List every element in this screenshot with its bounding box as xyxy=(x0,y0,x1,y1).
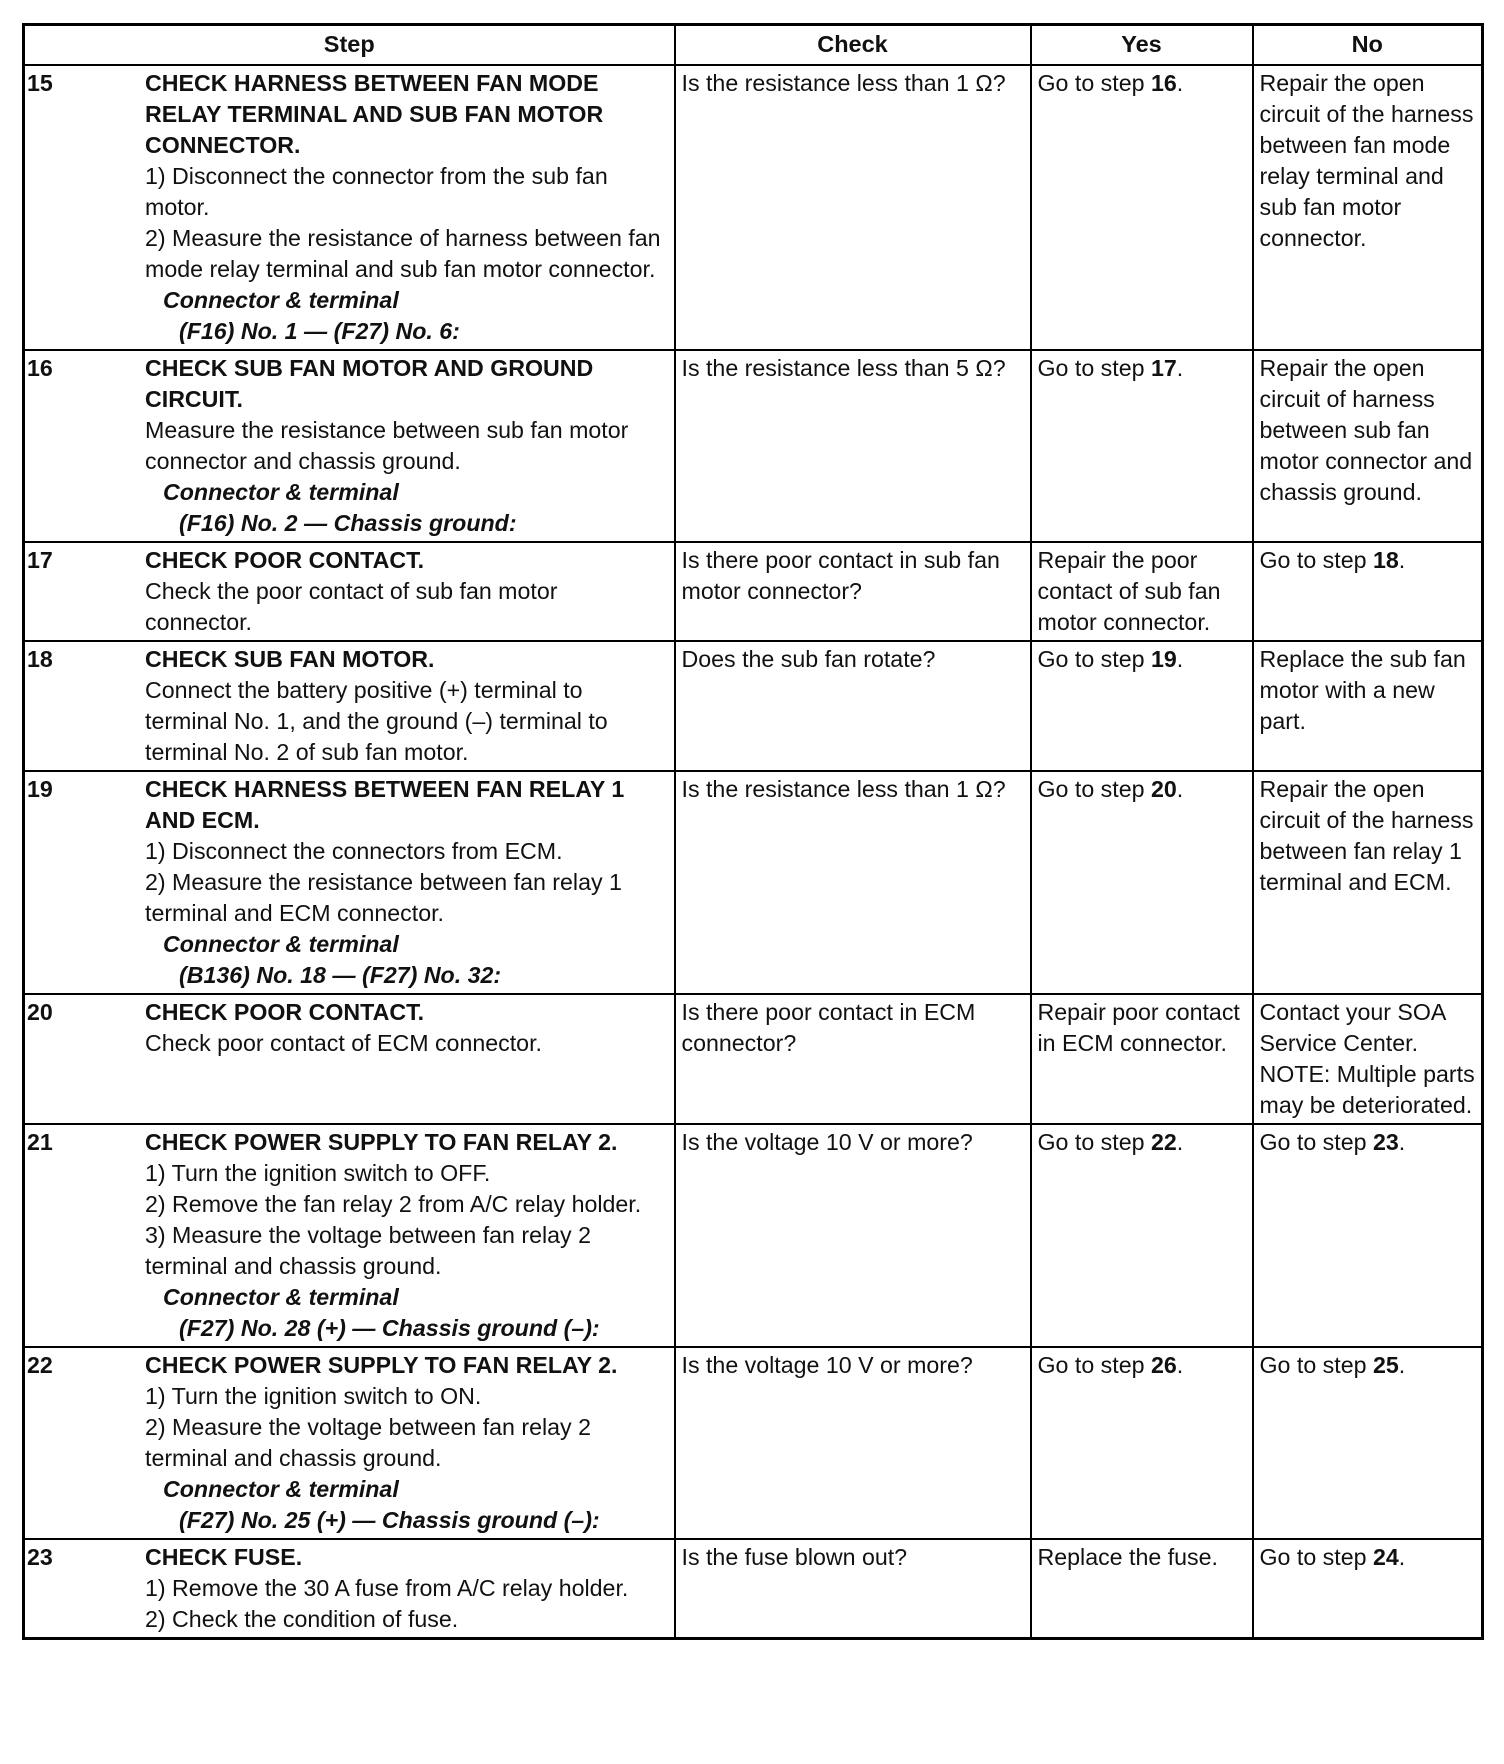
spec-value: (B136) No. 18 — (F27) No. 32: xyxy=(179,962,502,988)
instruction-line: 2) Measure the resistance of harness between fan mode relay terminal and sub fan motor connector. xyxy=(145,225,661,282)
no-text: Contact your SOA Service Center. NOTE: Multiple parts may be deteriorated. xyxy=(1259,999,1475,1118)
step-title: CHECK SUB FAN MOTOR. xyxy=(145,646,435,672)
diagnostic-table xyxy=(22,23,1484,1640)
table-row xyxy=(24,350,1483,542)
table-row xyxy=(24,65,1483,350)
check-text: Does the sub fan rotate? xyxy=(681,646,936,672)
step-body xyxy=(145,68,670,347)
step-number: 20 xyxy=(27,999,53,1025)
table-row xyxy=(24,542,1483,641)
instruction-line: 3) Measure the voltage between fan relay 2 terminal and chassis ground. xyxy=(145,1222,591,1279)
check-text: Is there poor contact in sub fan motor connector? xyxy=(681,547,1000,604)
table-body xyxy=(24,65,1483,1639)
spec-value: (F27) No. 25 (+) — Chassis ground (–): xyxy=(179,1507,600,1533)
step-wrap xyxy=(27,1350,670,1536)
no-text: Repair the open circuit of harness between sub fan motor connector and chassis ground. xyxy=(1259,355,1473,505)
step-wrap xyxy=(27,774,670,991)
step-cell xyxy=(24,771,675,994)
step-body xyxy=(145,353,670,539)
yes-step-ref: 26 xyxy=(1150,1352,1177,1378)
yes-cell xyxy=(1031,1124,1253,1347)
step-title: CHECK SUB FAN MOTOR AND GROUND CIRCUIT. xyxy=(145,355,594,412)
step-cell xyxy=(24,542,675,641)
yes-step-ref: 17 xyxy=(1150,355,1177,381)
check-cell xyxy=(675,1124,1031,1347)
step-wrap xyxy=(27,1542,670,1635)
step-body xyxy=(145,1542,670,1635)
header-row xyxy=(24,25,1483,66)
step-number: 17 xyxy=(27,547,53,573)
instruction-line: Check the poor contact of sub fan motor connector. xyxy=(145,578,558,635)
yes-step-ref: 22 xyxy=(1150,1129,1177,1155)
no-text: Repair the open circuit of the harness between fan mode relay terminal and sub fan motor connector. xyxy=(1259,70,1474,251)
no-cell xyxy=(1253,994,1483,1124)
no-cell xyxy=(1253,1124,1483,1347)
yes-suffix: . xyxy=(1176,1352,1184,1378)
step-instructions xyxy=(145,836,670,929)
yes-cell xyxy=(1031,641,1253,771)
step-cell xyxy=(24,641,675,771)
instruction-line: 2) Measure the voltage between fan relay 2 terminal and chassis ground. xyxy=(145,1414,591,1471)
step-number: 21 xyxy=(27,1129,53,1155)
instruction-line: 2) Remove the fan relay 2 from A/C relay holder. xyxy=(145,1191,642,1217)
step-instructions xyxy=(145,576,670,638)
instruction-line: 1) Turn the ignition switch to OFF. xyxy=(145,1160,491,1186)
spec-label: Connector & terminal xyxy=(163,287,399,313)
no-step-ref: 18 xyxy=(1372,547,1399,573)
spec-label: Connector & terminal xyxy=(163,1284,399,1310)
check-text: Is the resistance less than 1 Ω? xyxy=(681,70,1006,96)
check-cell xyxy=(675,1347,1031,1539)
yes-text: Go to step xyxy=(1037,355,1151,381)
step-wrap xyxy=(27,545,670,638)
yes-cell xyxy=(1031,65,1253,350)
check-text: Is the resistance less than 5 Ω? xyxy=(681,355,1006,381)
spec-value: (F16) No. 1 — (F27) No. 6: xyxy=(179,318,460,344)
no-step-ref: 24 xyxy=(1372,1544,1399,1570)
yes-suffix: . xyxy=(1176,70,1184,96)
check-cell xyxy=(675,994,1031,1124)
instruction-line: 1) Disconnect the connector from the sub fan motor. xyxy=(145,163,608,220)
check-cell xyxy=(675,65,1031,350)
header-no: No xyxy=(1253,25,1483,66)
yes-suffix: . xyxy=(1176,646,1184,672)
spec-label: Connector & terminal xyxy=(163,479,399,505)
step-title: CHECK POOR CONTACT. xyxy=(145,547,425,573)
yes-text: Go to step xyxy=(1037,1129,1151,1155)
step-number: 16 xyxy=(27,355,53,381)
step-wrap xyxy=(27,997,670,1059)
check-cell xyxy=(675,350,1031,542)
instruction-line: 2) Check the condition of fuse. xyxy=(145,1606,459,1632)
instruction-line: Check poor contact of ECM connector. xyxy=(145,1030,542,1056)
no-suffix: . xyxy=(1398,1129,1406,1155)
step-cell xyxy=(24,1124,675,1347)
no-suffix: . xyxy=(1398,547,1406,573)
no-cell xyxy=(1253,542,1483,641)
no-cell xyxy=(1253,1347,1483,1539)
step-cell xyxy=(24,350,675,542)
yes-text: Replace the fuse. xyxy=(1037,1544,1218,1570)
step-instructions xyxy=(145,1573,670,1635)
yes-text: Go to step xyxy=(1037,1352,1151,1378)
step-instructions xyxy=(145,1381,670,1474)
no-step-ref: 23 xyxy=(1372,1129,1399,1155)
no-cell xyxy=(1253,65,1483,350)
yes-cell xyxy=(1031,994,1253,1124)
step-body xyxy=(145,1350,670,1536)
instruction-line: Connect the battery positive (+) terminal to terminal No. 1, and the ground (–) terminal to terminal No. 2 of sub fan motor. xyxy=(145,677,608,765)
step-wrap xyxy=(27,353,670,539)
instruction-line: 2) Measure the resistance between fan relay 1 terminal and ECM connector. xyxy=(145,869,622,926)
yes-suffix: . xyxy=(1176,1129,1184,1155)
check-text: Is the fuse blown out? xyxy=(681,1544,908,1570)
step-title: CHECK HARNESS BETWEEN FAN MODE RELAY TERMINAL AND SUB FAN MOTOR CONNECTOR. xyxy=(145,70,604,158)
no-text: Go to step xyxy=(1259,1544,1373,1570)
no-text: Go to step xyxy=(1259,1129,1373,1155)
no-text: Go to step xyxy=(1259,1352,1373,1378)
yes-text: Repair poor contact in ECM connector. xyxy=(1037,999,1240,1056)
yes-step-ref: 16 xyxy=(1150,70,1177,96)
step-instructions xyxy=(145,415,670,477)
table-row xyxy=(24,771,1483,994)
step-body xyxy=(145,644,670,768)
header-check: Check xyxy=(675,25,1031,66)
check-text: Is the voltage 10 V or more? xyxy=(681,1129,973,1155)
step-number: 15 xyxy=(27,70,53,96)
no-suffix: . xyxy=(1398,1352,1406,1378)
check-text: Is the voltage 10 V or more? xyxy=(681,1352,973,1378)
yes-cell xyxy=(1031,1539,1253,1639)
no-text: Replace the sub fan motor with a new part. xyxy=(1259,646,1466,734)
yes-text: Go to step xyxy=(1037,776,1151,802)
diagnostic-procedure-sheet xyxy=(22,23,1481,1640)
no-cell xyxy=(1253,1539,1483,1639)
step-instructions xyxy=(145,675,670,768)
no-suffix: . xyxy=(1398,1544,1406,1570)
instruction-line: 1) Disconnect the connectors from ECM. xyxy=(145,838,563,864)
check-cell xyxy=(675,1539,1031,1639)
step-body xyxy=(145,545,670,638)
step-instructions xyxy=(145,1028,670,1059)
yes-text: Repair the poor contact of sub fan motor connector. xyxy=(1037,547,1221,635)
step-number: 22 xyxy=(27,1352,53,1378)
yes-step-ref: 19 xyxy=(1150,646,1177,672)
table-row xyxy=(24,1347,1483,1539)
table-row xyxy=(24,641,1483,771)
no-cell xyxy=(1253,771,1483,994)
spec-label: Connector & terminal xyxy=(163,931,399,957)
step-number: 18 xyxy=(27,646,53,672)
step-body xyxy=(145,1127,670,1344)
instruction-line: 1) Turn the ignition switch to ON. xyxy=(145,1383,482,1409)
no-step-ref: 25 xyxy=(1372,1352,1399,1378)
no-cell xyxy=(1253,350,1483,542)
yes-cell xyxy=(1031,542,1253,641)
table-row xyxy=(24,994,1483,1124)
table-row xyxy=(24,1539,1483,1639)
step-instructions xyxy=(145,1158,670,1282)
no-text: Repair the open circuit of the harness between fan relay 1 terminal and ECM. xyxy=(1259,776,1474,895)
step-body xyxy=(145,774,670,991)
step-cell xyxy=(24,1347,675,1539)
step-title: CHECK POWER SUPPLY TO FAN RELAY 2. xyxy=(145,1352,618,1378)
step-title: CHECK POWER SUPPLY TO FAN RELAY 2. xyxy=(145,1129,618,1155)
step-title: CHECK HARNESS BETWEEN FAN RELAY 1 AND ECM. xyxy=(145,776,625,833)
yes-suffix: . xyxy=(1176,355,1184,381)
check-cell xyxy=(675,641,1031,771)
yes-cell xyxy=(1031,1347,1253,1539)
spec-value: (F16) No. 2 — Chassis ground: xyxy=(179,510,517,536)
step-number: 23 xyxy=(27,1544,53,1570)
step-cell xyxy=(24,1539,675,1639)
yes-text: Go to step xyxy=(1037,646,1151,672)
step-number: 19 xyxy=(27,776,53,802)
yes-suffix: . xyxy=(1176,776,1184,802)
yes-text: Go to step xyxy=(1037,70,1151,96)
yes-step-ref: 20 xyxy=(1150,776,1177,802)
step-wrap xyxy=(27,1127,670,1344)
step-instructions xyxy=(145,161,670,285)
step-title: CHECK POOR CONTACT. xyxy=(145,999,425,1025)
table-row xyxy=(24,1124,1483,1347)
check-text: Is there poor contact in ECM connector? xyxy=(681,999,976,1056)
header-yes: Yes xyxy=(1031,25,1253,66)
step-cell xyxy=(24,65,675,350)
table-header xyxy=(24,25,1483,66)
check-text: Is the resistance less than 1 Ω? xyxy=(681,776,1006,802)
check-cell xyxy=(675,771,1031,994)
instruction-line: 1) Remove the 30 A fuse from A/C relay holder. xyxy=(145,1575,629,1601)
step-body xyxy=(145,997,670,1059)
yes-cell xyxy=(1031,771,1253,994)
header-step: Step xyxy=(24,25,675,66)
step-cell xyxy=(24,994,675,1124)
no-text: Go to step xyxy=(1259,547,1373,573)
spec-value: (F27) No. 28 (+) — Chassis ground (–): xyxy=(179,1315,600,1341)
instruction-line: Measure the resistance between sub fan motor connector and chassis ground. xyxy=(145,417,629,474)
no-cell xyxy=(1253,641,1483,771)
spec-label: Connector & terminal xyxy=(163,1476,399,1502)
check-cell xyxy=(675,542,1031,641)
step-wrap xyxy=(27,644,670,768)
yes-cell xyxy=(1031,350,1253,542)
step-title: CHECK FUSE. xyxy=(145,1544,303,1570)
step-wrap xyxy=(27,68,670,347)
